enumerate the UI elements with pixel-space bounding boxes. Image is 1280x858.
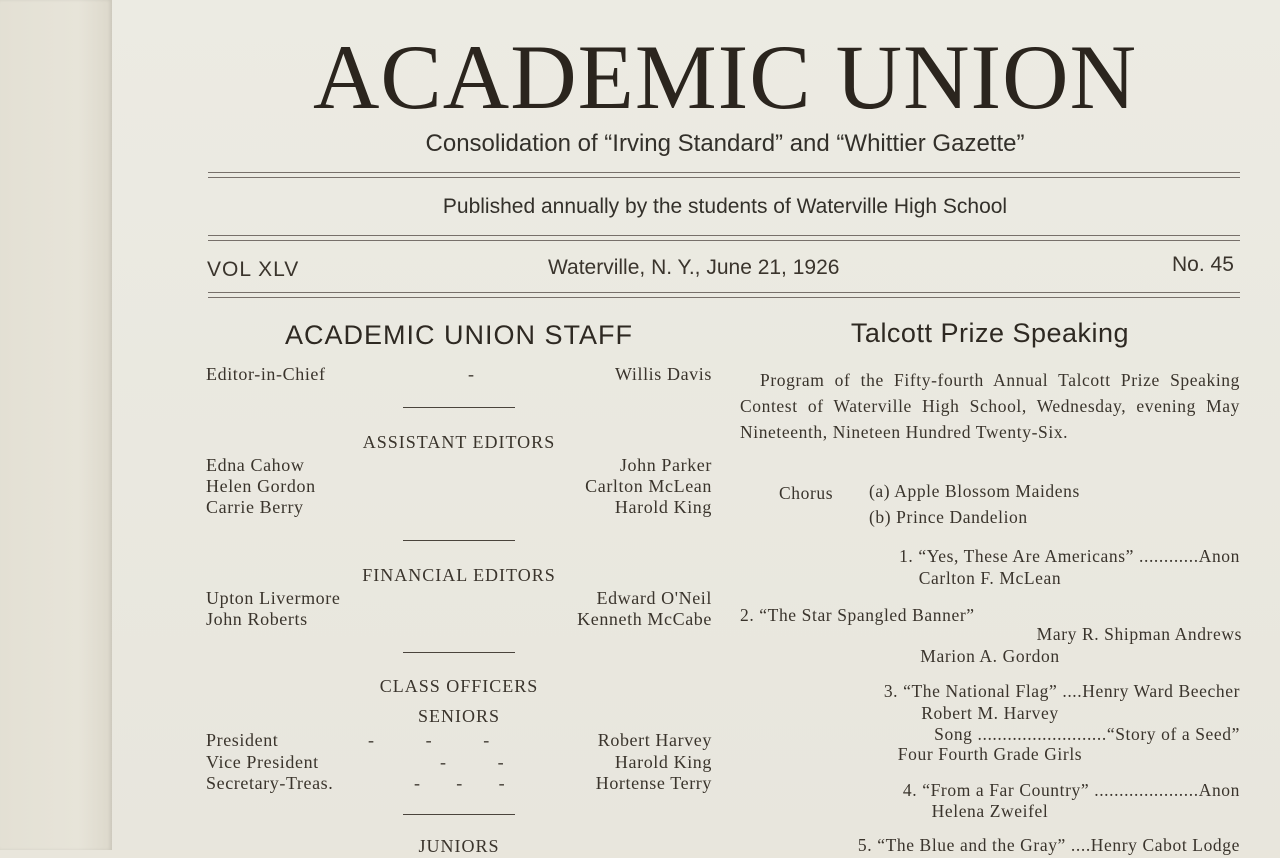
section-rule	[403, 407, 515, 408]
program-intro: Program of the Fifty-fourth Annual Talcott Prize Speaking Contest of Waterville High School, Wednesday, evening May Nineteenth, Nineteen Hundred Twenty-Six.	[740, 370, 1240, 442]
double-rule	[208, 235, 1240, 241]
program-item-title: 2. “The Star Spangled Banner”	[740, 605, 975, 625]
dateline: Waterville, N. Y., June 21, 1926	[548, 256, 840, 279]
program-item-title: 3. “The National Flag” ....Henry Ward Beecher	[883, 681, 1240, 701]
officer-row	[206, 730, 712, 752]
issue-number: No. 45	[1172, 253, 1234, 276]
program-speaker: Carlton F. McLean	[918, 568, 1062, 588]
staff-row	[206, 497, 712, 519]
program-item-title: 1. “Yes, These Are Americans” ............Anon	[899, 546, 1240, 566]
masthead-subtitle: Consolidation of “Irving Standard” and “Whittier Gazette”	[425, 130, 1025, 157]
leader-dashes: - -	[440, 752, 505, 772]
staff-heading: ACADEMIC UNION STAFF	[284, 320, 633, 350]
double-rule	[208, 292, 1240, 298]
financial-editors-heading: FINANCIAL EDITORS	[362, 565, 556, 585]
program-item-title: 5. “The Blue and the Gray” ....Henry Cabot Lodge	[857, 835, 1240, 855]
staff-name: Edward O'Neil	[596, 588, 712, 608]
masthead-title: ACADEMIC UNION	[312, 26, 1138, 128]
staff-name: Upton Livermore	[206, 588, 341, 608]
section-rule	[403, 814, 515, 815]
staff-name: Helen Gordon	[206, 476, 316, 496]
officer-name: Hortense Terry	[595, 773, 712, 793]
program-author: Mary R. Shipman Andrews	[1036, 624, 1242, 644]
officer-role: President	[206, 730, 279, 750]
program-speaker: Robert M. Harvey	[921, 703, 1059, 723]
publisher-line: Published annually by the students of Waterville High School	[442, 195, 1008, 218]
chorus-item: (a) Apple Blossom Maidens	[869, 481, 1080, 501]
officer-role: Vice President	[206, 752, 319, 772]
staff-row	[206, 609, 712, 631]
double-rule	[208, 172, 1240, 178]
editor-name: Willis Davis	[615, 364, 712, 384]
officer-row	[206, 752, 712, 774]
staff-row	[206, 455, 712, 477]
staff-name: Harold King	[614, 497, 712, 517]
page-margin-left	[0, 0, 112, 850]
editor-dash: -	[468, 364, 475, 384]
section-rule	[403, 540, 515, 541]
editor-row	[206, 364, 712, 386]
officer-name: Robert Harvey	[597, 730, 712, 750]
staff-name: Carlton McLean	[585, 476, 712, 496]
staff-name: Kenneth McCabe	[577, 609, 712, 629]
song-performers: Four Fourth Grade Girls	[897, 744, 1083, 764]
seniors-heading: SENIORS	[417, 706, 500, 726]
class-officers-heading: CLASS OFFICERS	[379, 676, 539, 696]
program-item-title: 4. “From a Far Country” .....................Anon	[902, 780, 1240, 800]
program-speaker: Marion A. Gordon	[920, 646, 1060, 666]
leader-dashes: - - -	[414, 773, 506, 793]
juniors-heading: JUNIORS	[418, 836, 500, 856]
leader-dashes: - - -	[368, 730, 490, 750]
program-speaker: Helena Zweifel	[931, 801, 1049, 821]
staff-row	[206, 476, 712, 498]
chorus-item: (b) Prince Dandelion	[869, 507, 1028, 527]
staff-name: Carrie Berry	[206, 497, 304, 517]
officer-role: Secretary-Treas.	[206, 773, 334, 793]
staff-name: Edna Cahow	[206, 455, 305, 475]
volume-number: VOL XLV	[207, 258, 300, 281]
section-rule	[403, 652, 515, 653]
staff-name: John Parker	[619, 455, 712, 475]
officer-row	[206, 773, 712, 795]
chorus-label: Chorus	[779, 483, 834, 503]
assistant-editors-heading: ASSISTANT EDITORS	[362, 432, 556, 452]
song-line: Song ..........................“Story of a Seed”	[934, 724, 1240, 744]
staff-name: John Roberts	[206, 609, 308, 629]
editor-label: Editor-in-Chief	[206, 364, 326, 384]
staff-row	[206, 588, 712, 610]
program-heading: Talcott Prize Speaking	[850, 318, 1130, 348]
officer-name: Harold King	[614, 752, 712, 772]
